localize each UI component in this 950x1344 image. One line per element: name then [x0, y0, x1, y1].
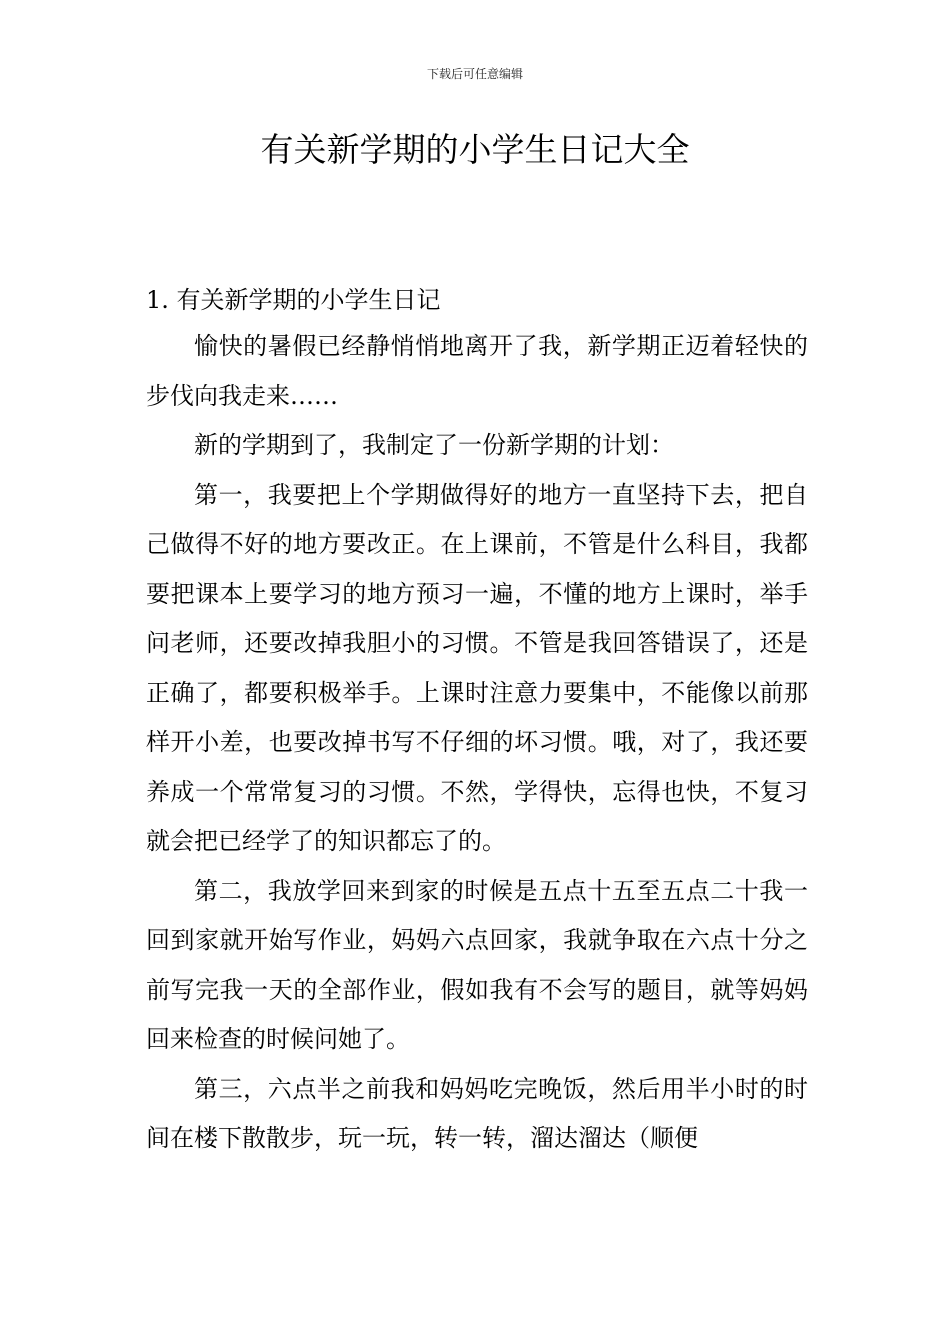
header-note: 下载后可任意编辑 [426, 67, 523, 81]
paragraph-intro: 愉快的暑假已经静悄悄地离开了我，新学期正迈着轻快的步伐向我走来…… [146, 332, 808, 410]
document-body [146, 280, 808, 1164]
paragraph-first: 第一，我要把上个学期做得好的地方一直坚持下去，把自己做得不好的地方要改正。在上课前，不管是什么科目，我都要把课本上要学习的地方预习一遍，不懂的地方上课时，举手问老师，还要改掉我胆小的习惯。不管是我回答错误了，还是正确了，都要积极举手。上课时注意力要集中，不能像以前那样开小差，也要改掉书写不仔细的坏习惯。哦，对了，我还要养成一个常常复习的习惯。不然，学得快，忘得也快，不复习就会把已经学了的知识都忘了的。 [146, 480, 808, 855]
section-heading: 1. 有关新学期的小学生日记 [146, 286, 441, 314]
document-title: 有关新学期的小学生日记大全 [260, 130, 690, 169]
paragraph-third: 第三，六点半之前我和妈妈吃完晚饭，然后用半小时的时间在楼下散散步，玩一玩，转一转，溜达溜达（顺便 [146, 1074, 808, 1152]
paragraph-second: 第二，我放学回来到家的时候是五点十五至五点二十我一回到家就开始写作业，妈妈六点回家，我就争取在六点十分之前写完我一天的全部作业，假如我有不会写的题目，就等妈妈回来检查的时候问她了。 [146, 876, 808, 1053]
paragraph-plan-intro: 新的学期到了，我制定了一份新学期的计划： [194, 431, 674, 459]
